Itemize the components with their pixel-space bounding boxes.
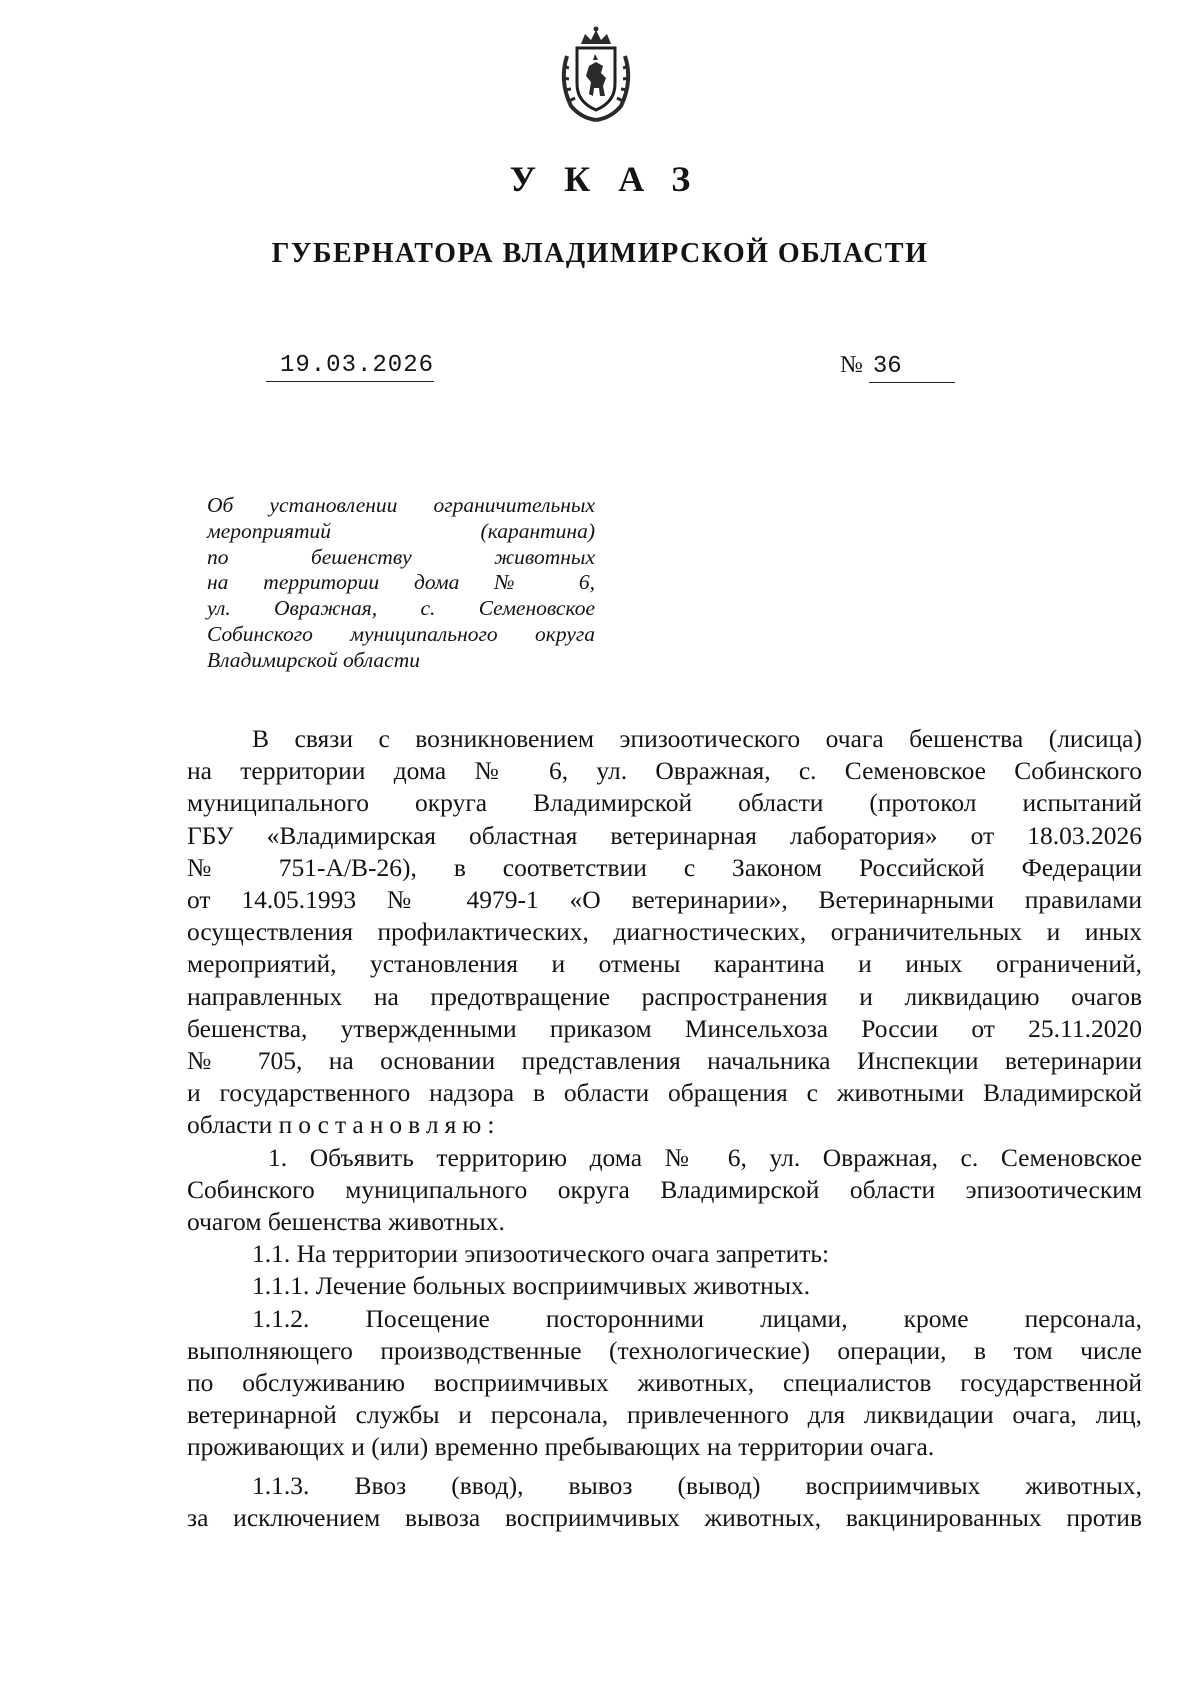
body-line: от 14.05.1993 № 4979-1 «О ветеринарии», Ветеринарными правилами: [187, 885, 1142, 915]
coat-of-arms-icon: [553, 26, 639, 122]
decree-body: [187, 723, 1142, 1534]
subject-line: Владимирской области: [207, 647, 420, 672]
body-line: Собинского муниципального округа Владимирской области эпизоотическим: [187, 1174, 1142, 1204]
subject-line: мероприятий (карантина): [207, 518, 595, 543]
body-line: осуществления профилактических, диагностических, ограничительных и иных: [187, 917, 1142, 947]
subject-line: по бешенству животных: [207, 544, 595, 569]
body-line: В связи с возникновением эпизоотического очага бешенства (лисица): [252, 724, 1142, 753]
body-line: по обслуживанию восприимчивых животных, специалистов государственной: [187, 1368, 1142, 1398]
body-line: очагом бешенства животных.: [187, 1207, 505, 1237]
body-line: № 705, на основании представления начальника Инспекции ветеринарии: [187, 1046, 1142, 1076]
body-line: за исключением вывоза восприимчивых животных, вакцинированных против: [187, 1502, 1142, 1532]
body-line: направленных на предотвращение распространения и ликвидацию очагов: [187, 981, 1142, 1011]
issuing-authority: ГУБЕРНАТОРА ВЛАДИМИРСКОЙ ОБЛАСТИ: [271, 238, 929, 269]
body-line: ветеринарной службы и персонала, привлеченного для ликвидации очага, лиц,: [187, 1400, 1142, 1430]
document-title: УКАЗ: [509, 159, 719, 199]
number-prefix: №: [840, 352, 863, 378]
clause-1-1-3: 1.1.3. Ввоз (ввод), вывоз (вывод) восприимчивых животных,: [252, 1470, 1142, 1500]
body-line: ГБУ «Владимирская областная ветеринарная лаборатория» от 18.03.2026: [187, 820, 1142, 850]
body-line: № 751-А/В-26), в соответствии с Законом Российской Федерации: [187, 852, 1142, 882]
clause-1-1: 1.1. На территории эпизоотического очага запретить:: [252, 1239, 830, 1269]
subject-line: ул. Овражная, с. Семеновское: [207, 596, 595, 621]
subject-line: Об установлении ограничительных: [207, 493, 595, 517]
body-line: и государственного надзора в области обращения с животными Владимирской: [187, 1078, 1142, 1108]
body-line: проживающих и (или) временно пребывающих на территории очага.: [187, 1432, 935, 1462]
document-number: [840, 352, 955, 383]
number-value: 36: [869, 353, 955, 383]
clause-1-1-2: 1.1.2. Посещение посторонними лицами, кроме персонала,: [252, 1303, 1142, 1333]
body-line: на территории дома № 6, ул. Овражная, с. Семеновское Собинского: [187, 756, 1142, 786]
body-line: муниципального округа Владимирской области (протокол испытаний: [187, 788, 1142, 818]
body-word: области: [187, 1110, 273, 1140]
decree-subject: [207, 493, 595, 674]
subject-line: на территории дома № 6,: [207, 570, 595, 595]
body-line: мероприятий, установления и отмены карантина и иных ограничений,: [187, 949, 1142, 979]
document-date: 19.03.2026: [266, 352, 434, 382]
body-line: бешенства, утвержденными приказом Минсельхоза России от 25.11.2020: [187, 1013, 1142, 1043]
body-line: выполняющего производственные (технологические) операции, в том числе: [187, 1335, 1142, 1365]
clause-1: 1. Объявить территорию дома № 6, ул. Овражная, с. Семеновское: [268, 1142, 1142, 1172]
decree-verb: постановляю:: [278, 1110, 501, 1140]
subject-line: Собинского муниципального округа: [207, 621, 595, 646]
body-line: [187, 1109, 1142, 1141]
clause-1-1-1: 1.1.1. Лечение больных восприимчивых животных.: [252, 1271, 811, 1301]
